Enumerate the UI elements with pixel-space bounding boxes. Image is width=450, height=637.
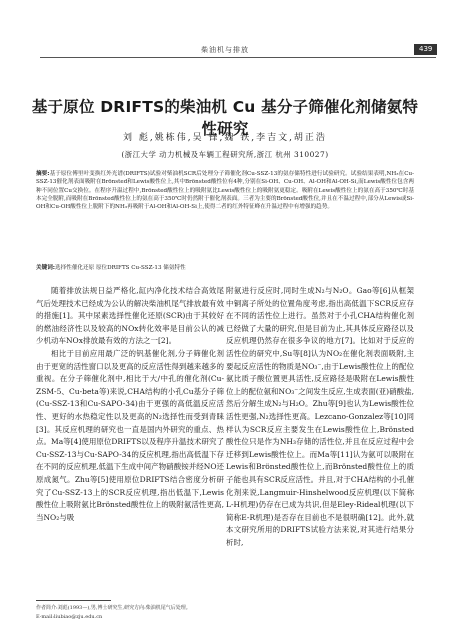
affiliation: (浙江大学 动力机械及车辆工程研究所,浙江 杭州 310027) (121, 150, 329, 159)
paragraph: 附氨进行反应时,同时生成N₂与N₂O。Gao等[6]从框架中铜离子所处的位置角度考虑,指出高低温下SCR反应存在不同的活性位上进行。虽然对于小孔CHA结构催化剂已经做了大量的研究,但是目前为止,其具体反应路径以及反应机理仍然存在很多争议的地方[7]。比如对于反应的活性位的研究中,Su等[8]认为NO₂在催化剂表面吸附,主要起反应活性的物质是NO₃⁻,由于Lewis酸性位上的配位氨比质子酸位置更具活性,反应路径是吸附在Lewis酸性位上的配位氨和NO₃⁻之间发生反应,生成表面(亚)硝酸盐,然后分解生成N₂与H₂O。Zhu等[9]也认为Lewis酸性位活性更强,N₂选择性更高。Lezcano-Gonzalez等[10]同样认为SCR反应主要发生在Lewis酸性位上,Brönsted酸性位只是作为NH₃存储的活性位,并且在反应过程中会迁移到Lewis酸性位上。而Ma等[11]认为氨可以吸附在Lewis和Brönsted酸性位上,而Brönsted酸性位上的质子能也具有SCR反应活性。并且,对于CHA结构的小孔催化剂来说,Langmuir-Hinshelwood反应机理(以下简称L-H机理)仍存在已成为共识,但是Eley-Rideal机理(以下简称E-R机理)是否存在目前也不是很明确[12]。此外,就本文研究所用的DRIFTS试验方法来说,对其进行结果分析时, (226, 286, 414, 547)
footnote-email: E-mail:liubiao@zju.edu.cn (36, 614, 103, 620)
page-number: 439 (414, 44, 437, 55)
running-header (0, 0, 450, 62)
paragraph: 相比于目前应用最广泛的钒基催化剂,分子筛催化剂由于更宽的活性窗口以及更高的反应活性得到越来越多的重视。在分子筛催化剂中,相比于大/中孔的催化剂(Cu-ZSM-5、Cu-beta等)来说,CHA结构的小孔Cu基分子筛(Cu-SSZ-13和Cu-SAPO-34)由于更强的高低温反应活性、更好的水热稳定性以及更高的N₂选择性而受到青睐[3]。其反应机理的研究也一直是国内外研究的重点、热点。Ma等[4]使用原位DRIFTS以及程序升温技术研究了Cu-SSZ-13与Cu-SAPO-34的反应机理,指出高低温下存在不同的反应机理,低温下生成中间产物硝酸铵并经NO还原成氮气。Zhu等[5]使用原位DRIFTS结合密度分析研究了Cu-SSZ-13上的SCR反应机理,指出低温下,Lewis酸性位上吸附氨比Brönsted酸性位上的吸附氨活性更高,当NO₂与吸 (36, 348, 224, 522)
abstract-label: 摘要: (36, 171, 50, 177)
paragraph: 随着排放法规日益严格化,缸内净化技术结合高效尾气后处理技术已经成为公认的解决柴油机尾气排放最有效的措施[1]。其中尿素选择性催化还原(SCR)由于其较好的燃油经济性以及较高的NOx转化效率是目前公认的减少机动车NOx排放最有效的方法之一[2]。 (36, 286, 224, 346)
keywords-text: 选择性催化还原 原位DRIFTS Cu-SSZ-13 储氨特性 (55, 265, 186, 271)
abstract-text: 基于原位傅里叶变换红外光谱(DRIFTS)试验对柴油机SCR后处理分子筛催化剂Cu-SSZ-13的氨存储特性进行试验研究。试验结果表明,NH₃在Cu-SSZ-13催化剂表面吸附在Brönsted和Lewis酸性位上,其中Brönsted酸性位有4种,分别在Si-OH、Cu-OH、Al-OH和Al-OH-Si,而Lewis酸性位包含两种不同位置Cu交换位。在程序升温过程中,Brönsted酸性位上的吸附氨比Lewis酸性位上的吸附氨更稳定。吸附在Lewis酸性位上的氨在高于350℃时基本完全脱附,而吸附在Brönsted酸性位上的氨在高于350℃时仍然附于催化剂表面。三者为主要的Brönsted酸性位,并且在不温过程中,部分从Lewis或Si-OH和Cu-OH酸性位上脱附下的NH₃再吸附于Al-OH和Al-OH-Si上,使得二者的红外特征峰在升温过程中有增强的趋势。 (36, 171, 414, 211)
footnote-author-info: 作者简介:刘彪(1993—),男,博士研究生,研究方向:柴油机尾气后处理。 (36, 605, 191, 611)
footnote-rule (36, 600, 111, 601)
header-rule (40, 57, 436, 58)
keywords (36, 263, 414, 271)
keywords-label: 关键词: (36, 265, 56, 271)
abstract (36, 170, 414, 211)
footnote (36, 604, 236, 622)
author-list: 刘 彪,姚栋伟,吴 锋,魏 铁,李吉文,胡正浩 (123, 133, 327, 143)
body-column-right (226, 285, 414, 549)
body-column-left (36, 285, 224, 524)
paper-title: 基于原位 DRIFTS的柴油机 Cu 基分子筛催化剂储氨特性研究 (31, 98, 419, 138)
journal-name: 柴油机与排放 (201, 46, 249, 54)
